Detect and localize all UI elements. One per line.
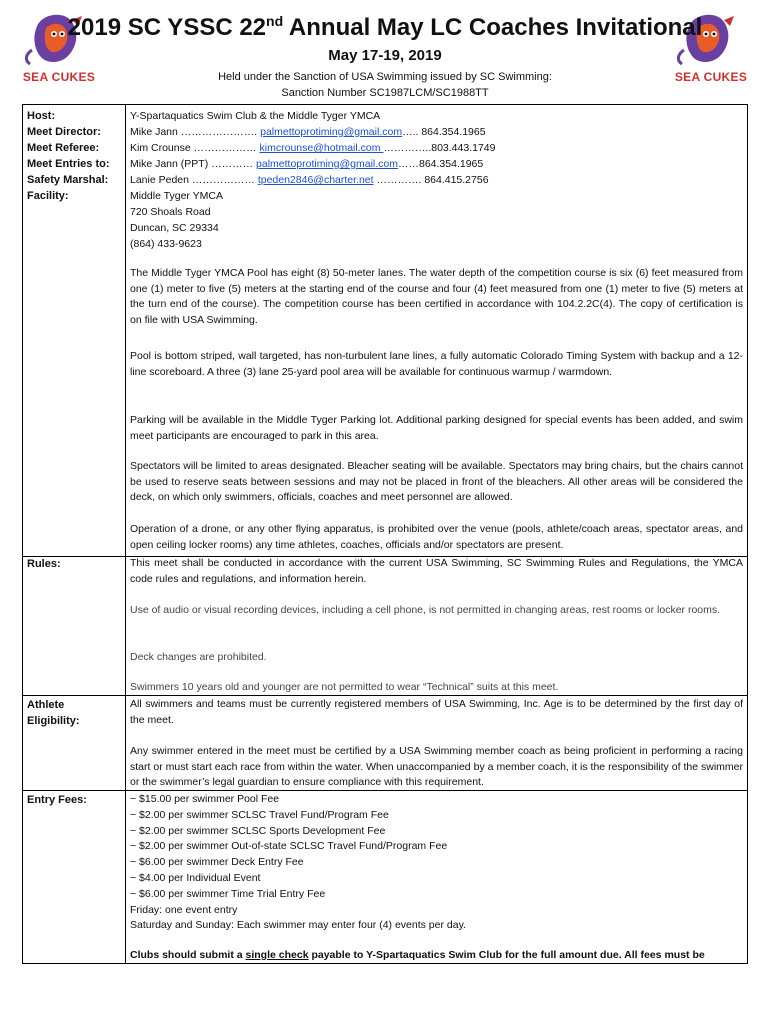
fee-friday: Friday: one event entry — [130, 903, 238, 916]
contacts-block — [130, 108, 743, 252]
facility-spectators: Spectators will be limited to areas designated. Bleacher seating will be available. Spectators may bring chairs, but the chairs cannot be used to reserve seats between sessions and may not be placed in front of the bleachers. All other areas will be considered the deck, on which only swimmers, officials, coaches and meet personnel are allowed. — [130, 460, 743, 503]
entries-email-link[interactable]: palmettoprotiming@gmail.com — [256, 158, 398, 170]
sanction-line-2: Sanction Number SC1987LCM/SC1988TT — [281, 87, 489, 99]
check-text-b: single check — [245, 949, 309, 961]
rules-technical-suits: Swimmers 10 years old and younger are not permitted to wear “Technical” suits at this meet. — [130, 681, 559, 693]
label-meet-entries: Meet Entries to: — [27, 158, 110, 170]
facility-pool-features: Pool is bottom striped, wall targeted, has non-turbulent lane lines, a fully automatic Colorado Timing System with backup and a 12-line scoreboard. A three (3) lane 25-yard pool area will be available for continuous warmup / warmdown. — [130, 350, 743, 378]
label-host: Host: — [27, 110, 56, 122]
marshal-phone: …………. 864.415.2756 — [373, 174, 489, 186]
facility-pool-description: The Middle Tyger YMCA Pool has eight (8) 50-meter lanes. The water depth of the competition course is six (6) feet measured from one (1) meter to five (5) meters at the starting end of the course and four (4) feet measured from one (1) meter to five (5) meters at the turn end of the course). The competition course has been certified in accordance with 104.2.2C(4). The copy of certification is on file with USA Swimming. — [130, 267, 743, 326]
facility-parking: Parking will be available in the Middle Tyger Parking lot. Additional parking designed for special events has been added, and swim meet participants are encouraged to park in this area. — [130, 414, 743, 442]
title-superscript: nd — [266, 13, 284, 29]
label-safety-marshal: Safety Marshal: — [27, 174, 109, 186]
title-main: 2019 SC YSSC 22 — [67, 14, 267, 41]
label-athlete-line-1: Athlete — [27, 699, 65, 711]
label-meet-referee: Meet Referee: — [27, 142, 100, 154]
rules-conduct: This meet shall be conducted in accordance with the current USA Swimming, SC Swimming Rules and Regulations, the YMCA code rules and regulations, and information herein. — [130, 557, 743, 585]
fee-item: − $2.00 per swimmer Out-of-state SCLSC Travel Fund/Program Fee — [130, 840, 448, 853]
referee-phone: …………..803.443.1749 — [383, 142, 496, 154]
facility-street: 720 Shoals Road — [130, 206, 211, 218]
eligibility-registration: All swimmers and teams must be currently registered members of USA Swimming, Inc. Age is to be determined by the first day of the meet. — [130, 698, 743, 726]
fee-item: − $4.00 per Individual Event — [130, 871, 261, 884]
fee-weekend: Saturday and Sunday: Each swimmer may enter four (4) events per day. — [130, 919, 466, 932]
entries-phone: ……864.354.1965 — [398, 158, 484, 170]
host-value: Y-Spartaquatics Swim Club & the Middle Tyger YMCA — [130, 110, 381, 122]
label-rules: Rules: — [27, 558, 61, 570]
director-email-link[interactable]: palmettoprotiming@gmail.com — [260, 126, 403, 138]
label-meet-director: Meet Director: — [27, 126, 101, 138]
entries-name: Mike Jann (PPT) ………… — [130, 158, 257, 170]
fee-item: − $2.00 per swimmer SCLSC Travel Fund/Program Fee — [130, 808, 389, 821]
eligibility-racing-start: Any swimmer entered in the meet must be certified by a USA Swimming member coach as being proficient in performing a racing start or must start each race from within the water. When unaccompanied by a member coach, it is the responsibility of the swimmer or the swimmer’s legal guardian to ensure compliance with this requirement. — [130, 745, 743, 788]
referee-row — [130, 140, 743, 156]
sanction-line-1: Held under the Sanction of USA Swimming issued by SC Swimming: — [218, 71, 552, 83]
fee-item: − $6.00 per swimmer Time Trial Entry Fee — [130, 887, 326, 900]
title-rest: Annual May LC Coaches Invitational — [283, 14, 703, 41]
director-row — [130, 124, 743, 140]
fee-item: − $15.00 per swimmer Pool Fee — [130, 793, 280, 805]
marshal-row — [130, 172, 743, 188]
entries-row — [130, 156, 743, 172]
label-athlete-eligibility — [27, 697, 123, 729]
facility-city: Duncan, SC 29334 — [130, 222, 219, 234]
facility-name: Middle Tyger YMCA — [130, 190, 223, 202]
label-entry-fees: Entry Fees: — [27, 794, 87, 806]
page-title — [0, 14, 770, 42]
marshal-email-link[interactable]: tpeden2846@charter.net — [257, 174, 374, 186]
fee-item: − $2.00 per swimmer SCLSC Sports Development Fee — [130, 824, 386, 837]
facility-drone-policy: Operation of a drone, or any other flying apparatus, is prohibited over the venue (pools, athlete/coach areas, spectator areas, and open ceiling locker rooms) any time athletes, coaches, officials and/or spectators are present. — [130, 523, 743, 551]
sanction-info — [0, 69, 770, 101]
label-athlete-line-2: Eligibility: — [27, 715, 80, 727]
label-facility: Facility: — [27, 190, 69, 202]
facility-phone: (864) 433-9623 — [130, 238, 202, 250]
fees-check-instructions — [130, 948, 743, 964]
meet-dates: May 17-19, 2019 — [328, 47, 442, 64]
entry-fees-list — [130, 792, 743, 934]
fee-item: − $6.00 per swimmer Deck Entry Fee — [130, 856, 304, 869]
table-column-divider — [125, 104, 126, 964]
rules-deck-changes: Deck changes are prohibited. — [130, 651, 267, 663]
check-text-a: Clubs should submit a — [130, 949, 246, 961]
marshal-name: Lanie Peden ……………… — [130, 174, 258, 186]
director-phone: ….. 864.354.1965 — [402, 126, 486, 138]
referee-email-link[interactable]: kimcrounse@hotmail.com — [259, 142, 384, 154]
rules-recording-devices: Use of audio or visual recording devices, including a cell phone, is not permitted in changing areas, rest rooms or locker rooms. — [130, 604, 721, 616]
referee-name: Kim Crounse ……………… — [130, 142, 260, 154]
logo-caption: SEA CUKES — [674, 70, 748, 84]
check-text-c: payable to Y-Spartaquatics Swim Club for the full amount due. All fees must be — [308, 949, 705, 961]
logo-caption: SEA CUKES — [22, 70, 96, 84]
director-name: Mike Jann …………………. — [130, 126, 261, 138]
